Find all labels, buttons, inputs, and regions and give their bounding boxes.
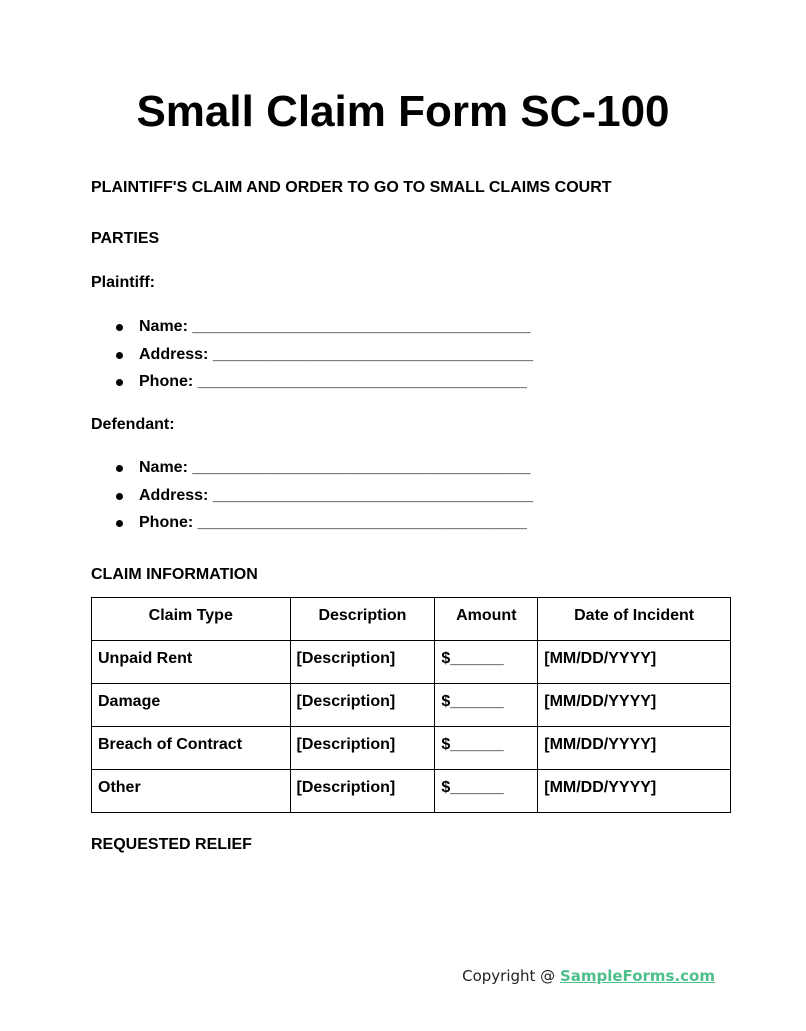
cell-date[interactable]: [MM/DD/YYYY]	[538, 641, 731, 684]
field-label: Address:	[139, 486, 209, 504]
cell-description[interactable]: [Description]	[290, 641, 435, 684]
bullet-icon	[116, 379, 123, 386]
section-heading-requested-relief: REQUESTED RELIEF	[91, 836, 252, 853]
bullet-icon	[116, 465, 123, 472]
table-row	[92, 770, 731, 813]
form-subtitle: PLAINTIFF'S CLAIM AND ORDER TO GO TO SMALL CLAIMS COURT	[91, 179, 612, 196]
field-label: Address:	[139, 345, 209, 363]
cell-claim-type: Damage	[92, 684, 291, 727]
bullet-icon	[116, 352, 123, 359]
cell-date[interactable]: [MM/DD/YYYY]	[538, 684, 731, 727]
cell-amount[interactable]: $______	[435, 684, 538, 727]
column-header-date: Date of Incident	[538, 598, 731, 641]
cell-claim-type: Breach of Contract	[92, 727, 291, 770]
field-blank[interactable]: ____________________________________	[212, 486, 534, 504]
cell-date[interactable]: [MM/DD/YYYY]	[538, 770, 731, 813]
field-blank[interactable]: ______________________________________	[192, 459, 531, 476]
plaintiff-phone-field[interactable]	[91, 372, 533, 400]
table-row	[92, 684, 731, 727]
cell-description[interactable]: [Description]	[290, 770, 435, 813]
field-blank[interactable]: _____________________________________	[197, 373, 527, 390]
column-header-amount: Amount	[435, 598, 538, 641]
bullet-icon	[116, 324, 123, 331]
field-label: Name:	[139, 318, 188, 335]
claims-table	[91, 597, 731, 813]
copyright-text: Copyright @	[462, 967, 560, 985]
footer-copyright	[462, 966, 715, 986]
defendant-phone-field[interactable]	[91, 513, 533, 541]
cell-claim-type: Unpaid Rent	[92, 641, 291, 684]
plaintiff-name-field[interactable]	[91, 317, 533, 345]
cell-description[interactable]: [Description]	[290, 684, 435, 727]
cell-claim-type: Other	[92, 770, 291, 813]
defendant-label: Defendant:	[91, 416, 175, 433]
table-header-row	[92, 598, 731, 641]
plaintiff-fields	[91, 317, 533, 400]
column-header-description: Description	[290, 598, 435, 641]
field-blank[interactable]: _____________________________________	[197, 514, 527, 531]
section-heading-parties: PARTIES	[91, 230, 160, 247]
bullet-icon	[116, 520, 123, 527]
field-blank[interactable]: ______________________________________	[192, 318, 531, 335]
cell-amount[interactable]: $______	[435, 641, 538, 684]
field-blank[interactable]: ____________________________________	[212, 345, 534, 363]
plaintiff-address-field[interactable]	[91, 345, 533, 373]
cell-amount[interactable]: $______	[435, 727, 538, 770]
table-row	[92, 641, 731, 684]
field-label: Phone:	[139, 514, 194, 531]
plaintiff-label: Plaintiff:	[91, 274, 155, 291]
cell-date[interactable]: [MM/DD/YYYY]	[538, 727, 731, 770]
cell-description[interactable]: [Description]	[290, 727, 435, 770]
field-label: Name:	[139, 459, 188, 476]
column-header-claim-type: Claim Type	[92, 598, 291, 641]
defendant-name-field[interactable]	[91, 458, 533, 486]
bullet-icon	[116, 493, 123, 500]
field-label: Phone:	[139, 373, 194, 390]
page-title: Small Claim Form SC-100	[136, 87, 670, 136]
defendant-address-field[interactable]	[91, 486, 533, 514]
table-row	[92, 727, 731, 770]
section-heading-claim-information: CLAIM INFORMATION	[91, 566, 258, 583]
cell-amount[interactable]: $______	[435, 770, 538, 813]
sampleforms-link[interactable]: SampleForms.com	[559, 967, 715, 985]
defendant-fields	[91, 458, 533, 541]
